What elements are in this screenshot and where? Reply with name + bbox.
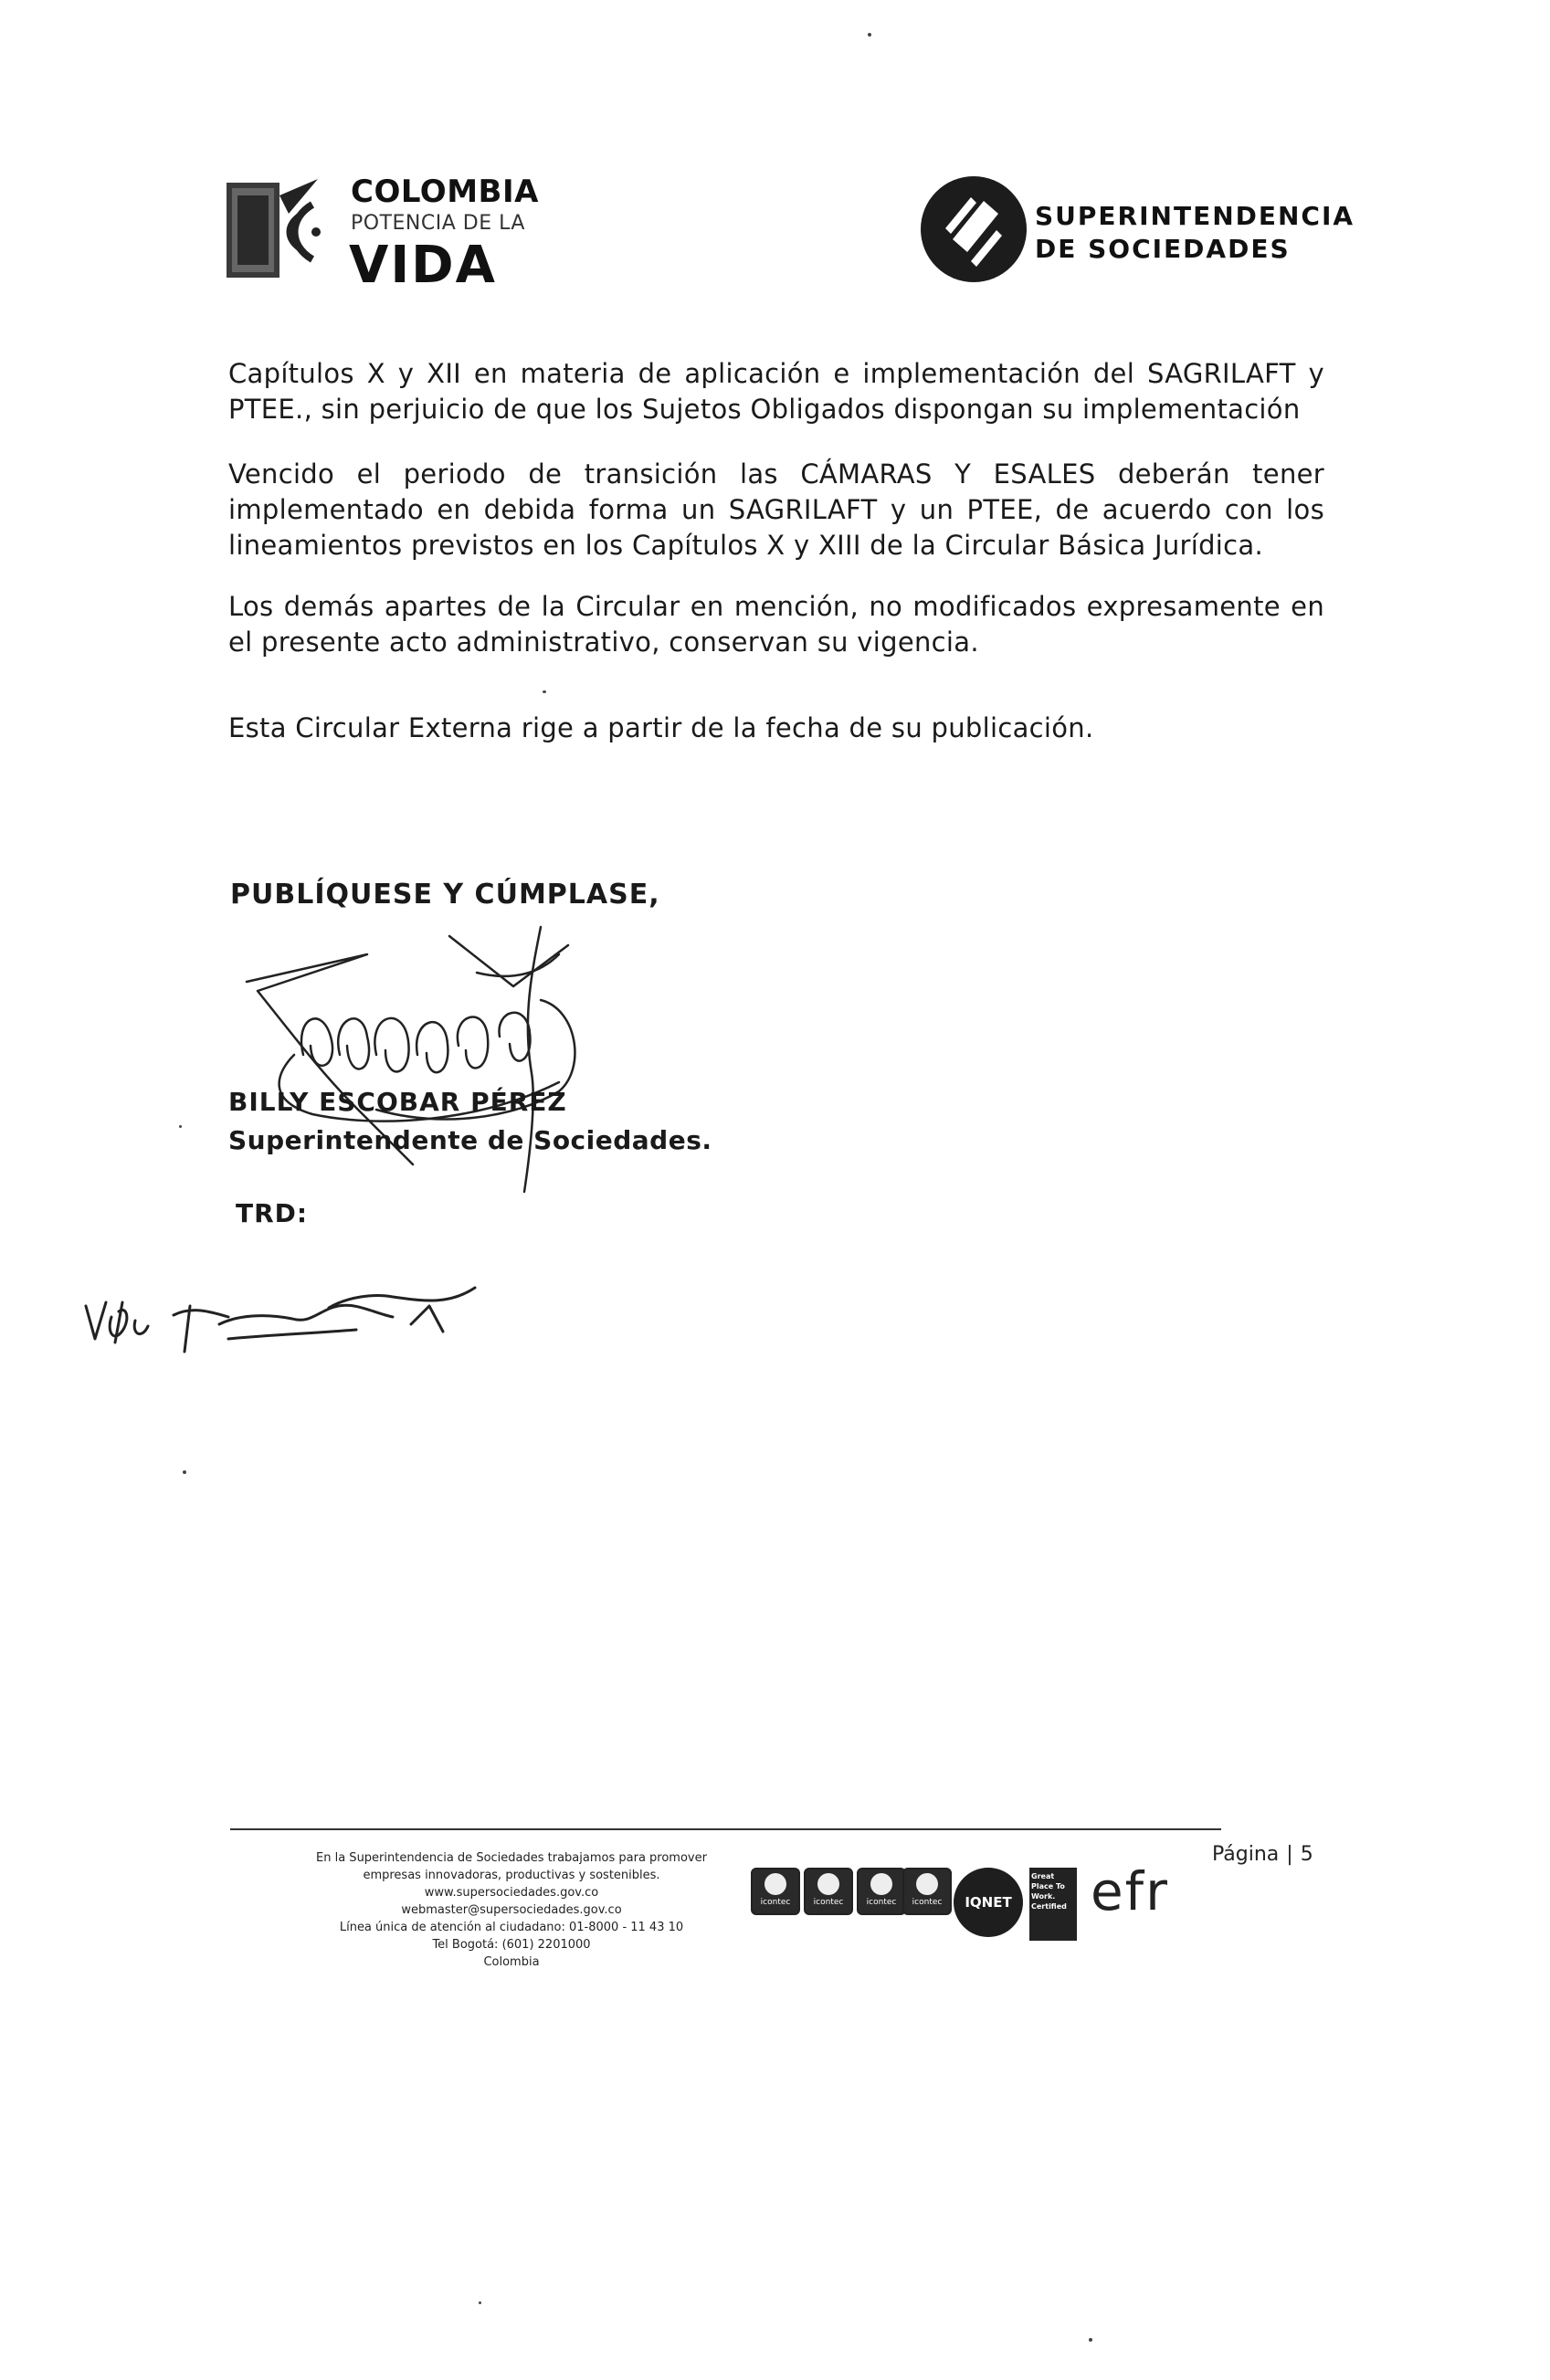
logo-line-potencia: POTENCIA DE LA: [351, 212, 525, 235]
paragraph-validity: Los demás apartes de la Circular en mención, no modificados expresamente en el presente acto administrativo, conservan su vigencia.: [228, 591, 1324, 658]
page-indicator: Página | 5: [1212, 1843, 1313, 1866]
footer-line: Línea única de atención al ciudadano: 01-8000 - 11 43 10: [339, 1921, 684, 1934]
scan-speck: [543, 690, 546, 693]
logo-line-vida: VIDA: [349, 236, 497, 295]
icontec-badge: icontec: [902, 1868, 952, 1915]
efr-logo: efr: [1091, 1860, 1169, 1922]
paragraph-effective-date: Esta Circular Externa rige a partir de la fecha de su publicación.: [228, 712, 1094, 743]
page-label: Página: [1212, 1843, 1280, 1866]
icontec-icon: [817, 1873, 839, 1895]
iqnet-badge: IQNET: [954, 1868, 1023, 1937]
supersociedades-seal-icon: [918, 174, 1029, 285]
scan-speck: [479, 2301, 481, 2304]
page-number: 5: [1300, 1843, 1313, 1866]
handwritten-signature: [239, 918, 605, 1219]
icontec-badge: icontec: [857, 1868, 906, 1915]
footer-contact-block: [274, 1849, 749, 1971]
signatory-name: BILLY ESCOBAR PÉREZ: [228, 1087, 567, 1117]
scan-speck: [179, 1125, 182, 1128]
handwritten-initials: [82, 1269, 484, 1370]
trd-label: TRD:: [236, 1198, 309, 1228]
paragraph-transition: Vencido el periodo de transición las CÁMARAS Y ESALES deberán tener implementado en debida forma un SAGRILAFT y un PTEE, de acuerdo con los lineamientos previstos en los Capítulos X y XIII de la Circular Básica Jurídica.: [228, 458, 1324, 561]
footer-email: webmaster@supersociedades.gov.co: [401, 1903, 622, 1917]
logo-line-superintendencia: SUPERINTENDENCIA: [1035, 201, 1355, 231]
logo-line-colombia: COLOMBIA: [351, 174, 539, 210]
footer-line: Tel Bogotá: (601) 2201000: [432, 1938, 591, 1952]
closing-formula: PUBLÍQUESE Y CÚMPLASE,: [230, 879, 660, 911]
footer-line: En la Superintendencia de Sociedades trabajamos para promover: [316, 1851, 707, 1865]
footer-line: empresas innovadoras, productivas y sostenibles.: [363, 1869, 660, 1882]
icontec-icon: [764, 1873, 786, 1895]
colombia-potencia-de-la-vida-logo: [225, 172, 539, 295]
signatory-title: Superintendente de Sociedades.: [228, 1125, 712, 1155]
icontec-badge: icontec: [804, 1868, 853, 1915]
colombia-potencia-logo-icon: [225, 177, 332, 285]
scan-speck: [1089, 2338, 1092, 2342]
icontec-badge: icontec: [751, 1868, 800, 1915]
icontec-icon: [870, 1873, 892, 1895]
scan-speck: [183, 1470, 186, 1474]
great-place-to-work-badge: Great Place To Work. Certified: [1029, 1868, 1077, 1941]
scan-speck: [868, 33, 871, 37]
icontec-icon: [916, 1873, 938, 1895]
footer-line: Colombia: [483, 1955, 540, 1969]
paragraph-implementation: Capítulos X y XII en materia de aplicación e implementación del SAGRILAFT y PTEE., sin perjuicio de que los Sujetos Obligados dispongan su implementación: [228, 358, 1324, 425]
certification-badges: [751, 1860, 1189, 1950]
logo-line-de-sociedades: DE SOCIEDADES: [1035, 234, 1291, 264]
superintendencia-sociedades-logo: [918, 174, 1375, 292]
footer-divider: [230, 1828, 1221, 1830]
footer-website: www.supersociedades.gov.co: [424, 1886, 599, 1900]
